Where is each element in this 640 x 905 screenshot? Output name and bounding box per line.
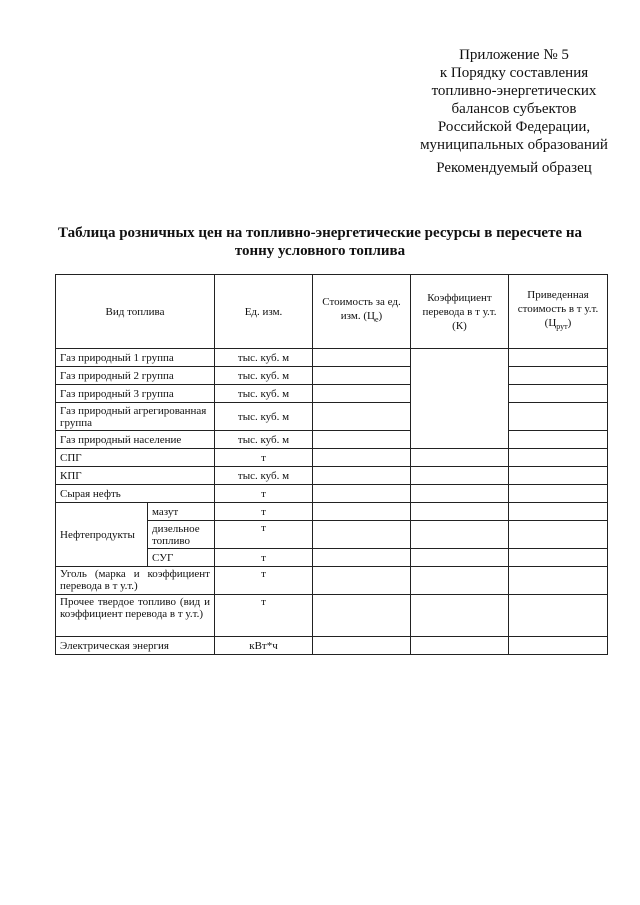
reduced-cell [509,367,608,385]
cost-cell [313,503,411,521]
cost-cell [313,595,411,637]
sub-fuel-name: СУГ [148,549,215,567]
fuel-name: СПГ [56,449,215,467]
reduced-cell [509,349,608,367]
fuel-unit: тыс. куб. м [215,349,313,367]
coef-cell [411,595,509,637]
sub-fuel-name: дизельное топливо [148,521,215,549]
table-row [56,449,608,467]
cost-cell [313,567,411,595]
appendix-line: муниципальных образований [420,137,608,153]
fuel-name: Прочее твердое топливо (вид и коэффициент перевода в т у.т.) [56,595,215,637]
reduced-cell [509,521,608,549]
header-reduced-sub: рут [556,322,568,332]
fuel-name: Газ природный 1 группа [56,349,215,367]
reduced-cell [509,595,608,637]
table-header-row [56,275,608,349]
reduced-cell [509,567,608,595]
cost-cell [313,431,411,449]
coef-cell [411,485,509,503]
cost-cell [313,385,411,403]
cost-cell [313,449,411,467]
fuel-unit: тыс. куб. м [215,385,313,403]
cost-cell [313,549,411,567]
sample-label: Рекомендуемый образец [436,160,592,176]
fuel-name: Сырая нефть [56,485,215,503]
fuel-name: Газ природный агрегированная группа [56,403,215,431]
table-row [56,485,608,503]
coef-cell [411,567,509,595]
fuel-unit: тыс. куб. м [215,403,313,431]
reduced-cell [509,403,608,431]
appendix-line: топливно-энергетических [431,83,597,99]
title-line-1: Таблица розничных цен на топливно-энергетические ресурсы в пересчете на [57,225,582,241]
reduced-cell [509,385,608,403]
coef-cell [411,467,509,485]
cost-cell [313,349,411,367]
fuel-unit: кВт*ч [215,637,313,655]
fuel-unit: тыс. куб. м [215,431,313,449]
reduced-cell [509,449,608,467]
header-fuel-type: Вид топлива [56,275,215,349]
coef-cell [411,637,509,655]
coef-cell [411,521,509,549]
header-cost-text: Стоимость за ед. изм. (Ц [322,296,401,323]
fuel-name: КПГ [56,467,215,485]
fuel-unit: т [215,567,313,595]
reduced-cell [509,431,608,449]
appendix-line: Российской Федерации, [437,119,591,135]
fuel-name: Уголь (марка и коэффициент перевода в т у.т.) [56,567,215,595]
header-reduced-text: Приведенная стоимость в т у.т. (Ц [517,289,599,330]
appendix-line: Приложение № 5 [459,47,569,63]
fuel-name: Электрическая энергия [56,637,215,655]
fuel-unit: тыс. куб. м [215,367,313,385]
header-coef: Коэффициент перевода в т у.т. (К) [411,275,509,349]
fuel-name: Газ природный 3 группа [56,385,215,403]
header-unit: Ед. изм. [215,275,313,349]
fuel-name: Газ природный 2 группа [56,367,215,385]
header-reduced: Приведенная стоимость в т у.т. $(Ц_{рут})$ [509,275,608,349]
reduced-cell [509,549,608,567]
table-row [56,637,608,655]
table-row [56,567,608,595]
fuel-name: Нефтепродукты [56,503,148,567]
coef-cell [411,549,509,567]
cost-cell [313,403,411,431]
table-row [56,503,608,521]
table-row [56,595,608,637]
table-row [56,385,608,403]
reduced-cell [509,503,608,521]
appendix-line: к Порядку составления [439,65,589,81]
fuel-unit: т [215,503,313,521]
reduced-cell [509,467,608,485]
header-cost: Стоимость за ед. изм. $(Ц_е)$ [313,275,411,349]
table-row [56,367,608,385]
fuel-unit: т [215,485,313,503]
coef-cell [411,503,509,521]
reduced-cell [509,637,608,655]
document-title [40,224,600,260]
sub-fuel-name: мазут [148,503,215,521]
gas-coef-cell [411,349,509,449]
fuel-unit: т [215,549,313,567]
fuel-unit: тыс. куб. м [215,467,313,485]
price-table [55,274,608,655]
cost-cell [313,467,411,485]
appendix-line: балансов субъектов [451,101,577,117]
table-row [56,403,608,431]
title-line-2: тонну условного топлива [234,243,406,259]
cost-cell [313,521,411,549]
table-row [56,431,608,449]
fuel-name: Газ природный население [56,431,215,449]
header-cost-sub: е [374,315,379,325]
fuel-unit: т [215,449,313,467]
table-row [56,467,608,485]
fuel-unit: т [215,595,313,637]
cost-cell [313,367,411,385]
fuel-unit: т [215,521,313,549]
coef-cell [411,449,509,467]
cost-cell [313,485,411,503]
cost-cell [313,637,411,655]
appendix-block [400,46,628,154]
reduced-cell [509,485,608,503]
table-row [56,349,608,367]
